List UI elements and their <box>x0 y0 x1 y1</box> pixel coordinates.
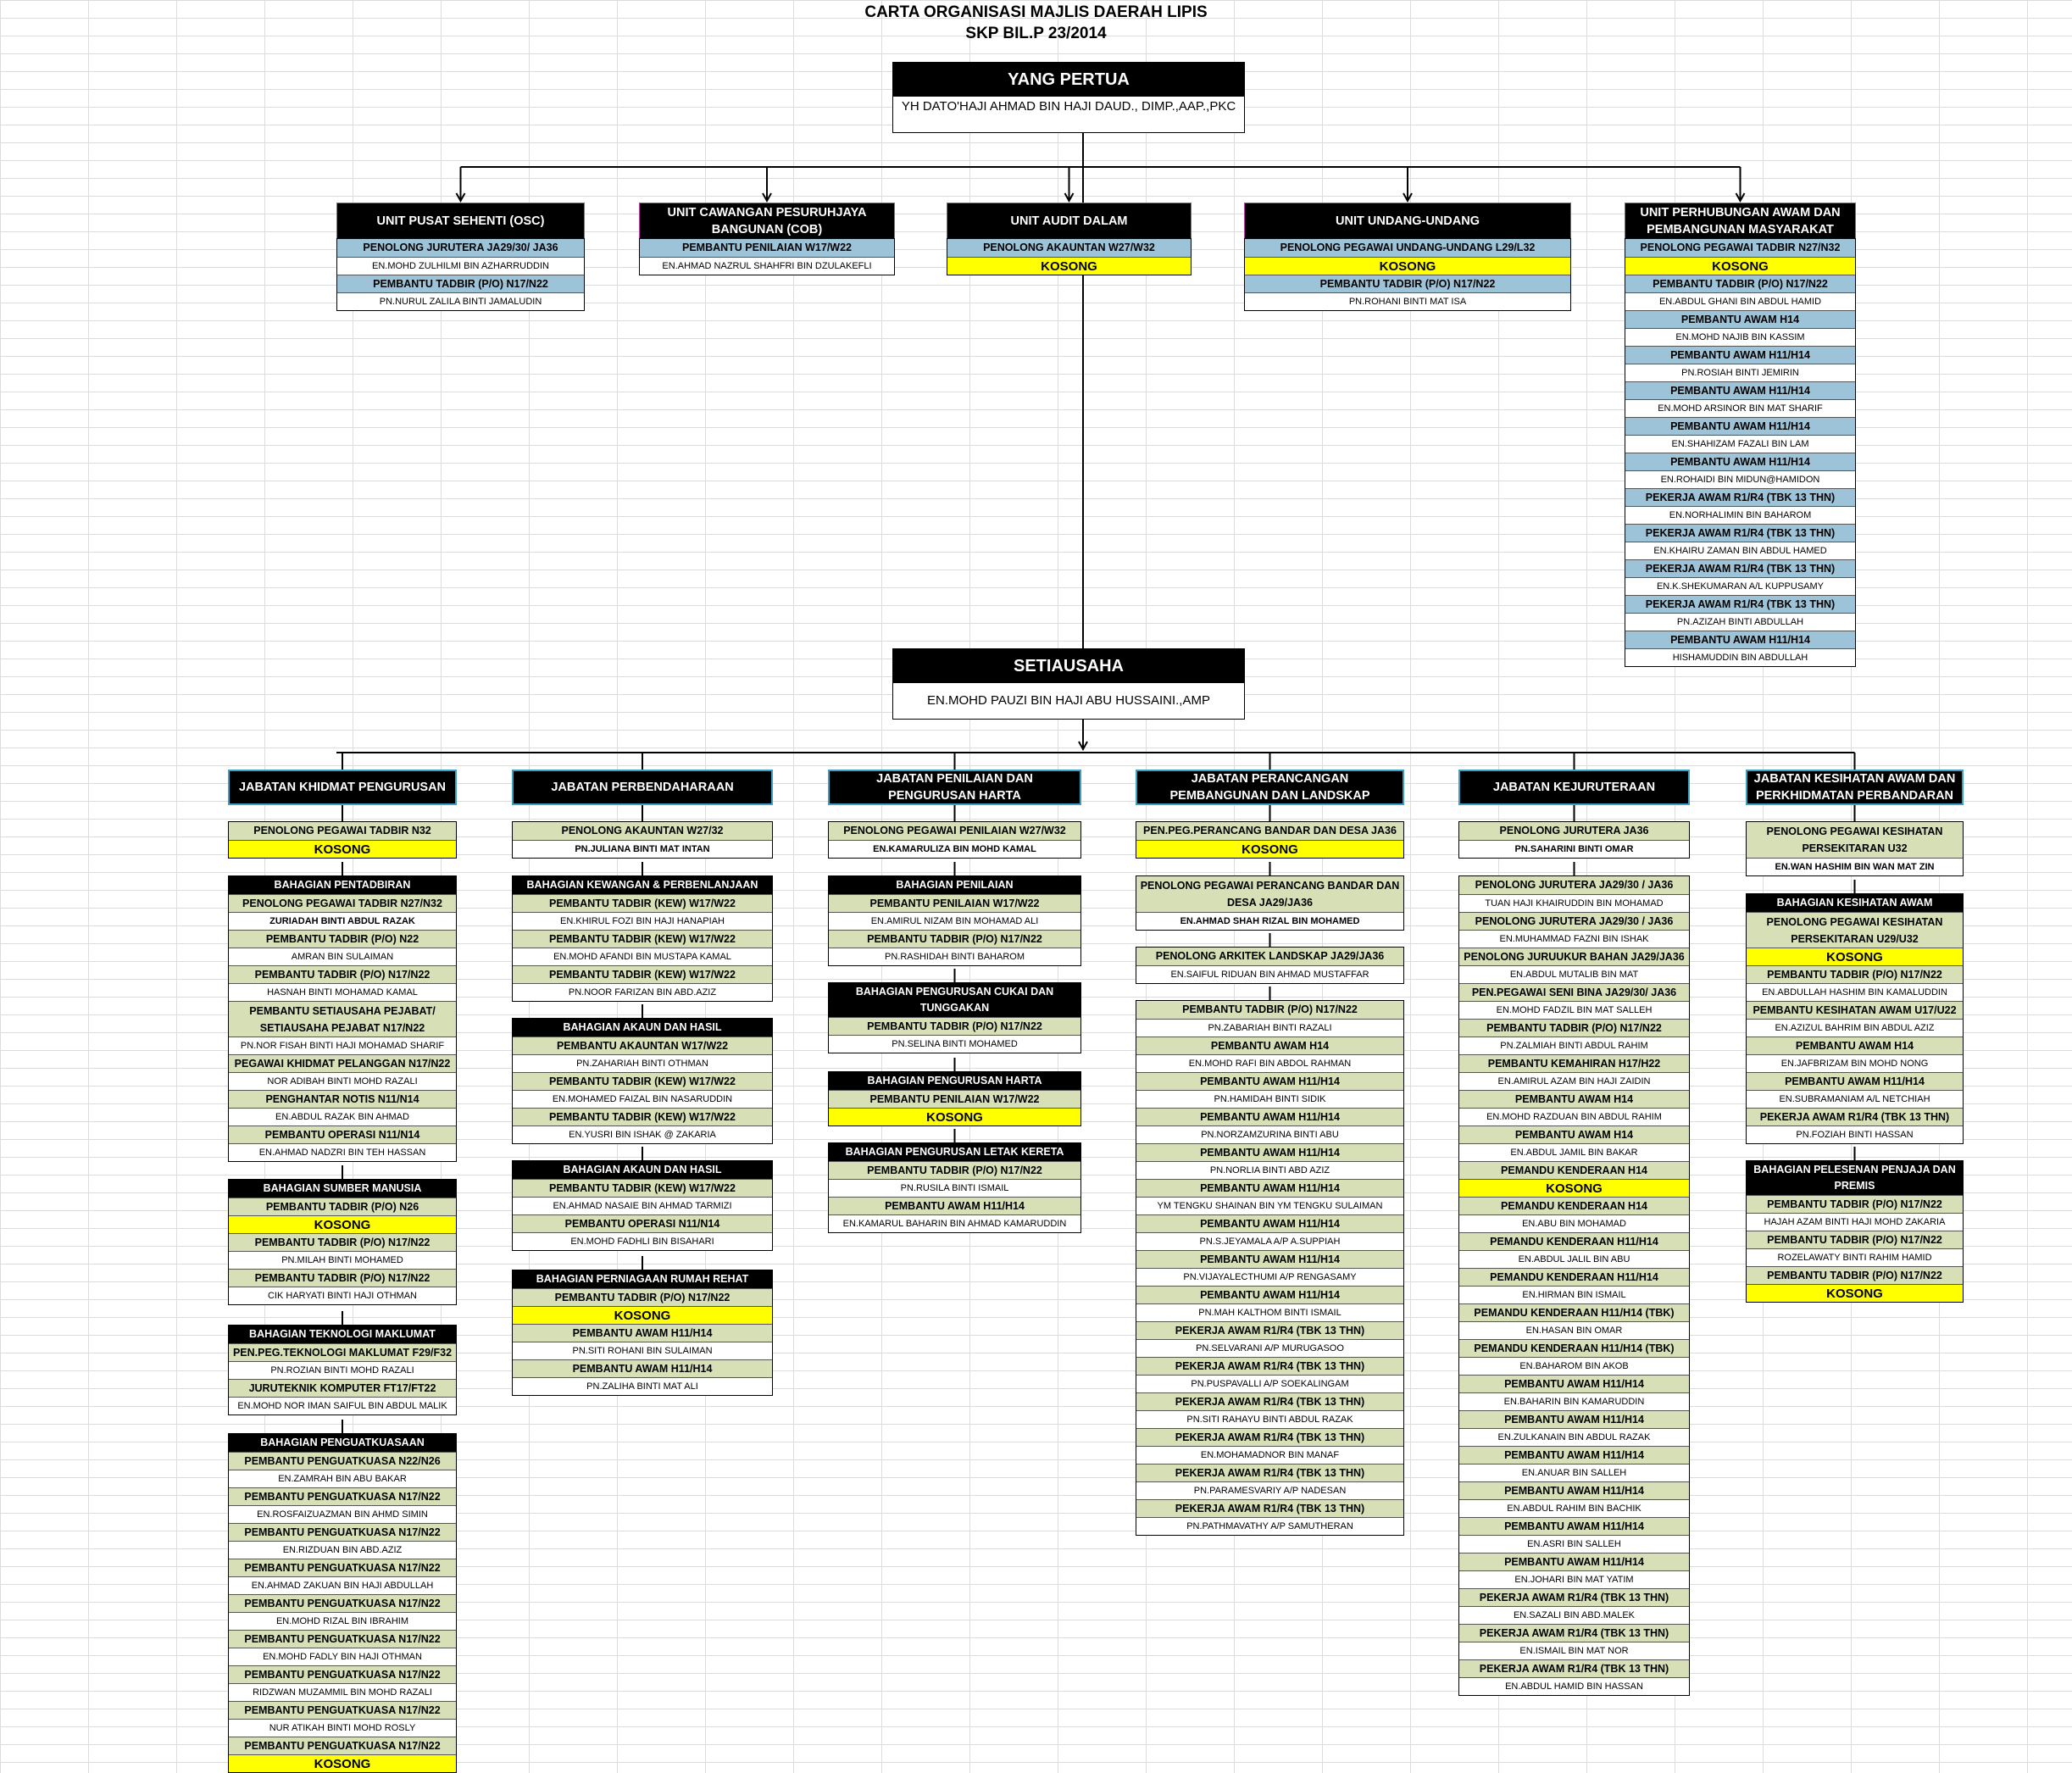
unit-header: UNIT AUDIT DALAM <box>947 203 1192 239</box>
section-table <box>828 1142 1081 1233</box>
staff-name: EN.MOHAMADNOR BIN MANAF <box>1136 1446 1403 1464</box>
section-table <box>1458 875 1690 1696</box>
position-title: PEMBANTU AWAM H11/H14 <box>1625 417 1855 435</box>
staff-name: PN.JULIANA BINTI MAT INTAN <box>513 840 772 858</box>
vacant-badge: KOSONG <box>829 1108 1080 1125</box>
vacant-badge: KOSONG <box>1136 840 1403 858</box>
position-title: PEMBANTU AWAM H11/H14 <box>1136 1108 1403 1125</box>
position-title: PENOLONG JURUTERA JA29/30/ JA36 <box>337 239 584 257</box>
section-table <box>228 875 457 1162</box>
section-header: BAHAGIAN PENGUATKUASAAN <box>229 1434 456 1452</box>
section-header: BAHAGIAN PENGURUSAN HARTA <box>829 1072 1080 1090</box>
unit-staff-table <box>639 238 895 275</box>
department-header: JABATAN KHIDMAT PENGURUSAN <box>228 770 457 805</box>
position-title: PEMBANTU TADBIR (P/O) N17/N22 <box>829 1161 1080 1179</box>
section-table <box>1746 893 1964 1144</box>
position-title: PENOLONG PEGAWAI TADBIR N32 <box>229 822 456 840</box>
position-title: PEMBANTU PENGUATKUASA N22/N26 <box>229 1452 456 1470</box>
position-title: PEKERJA AWAM R1/R4 (TBK 13 THN) <box>1459 1659 1689 1677</box>
staff-name: EN.MOHD RIZAL BIN IBRAHIM <box>229 1612 456 1630</box>
staff-name: PN.ZALMIAH BINTI ABDUL RAHIM <box>1459 1037 1689 1054</box>
unit-staff-table <box>336 238 585 311</box>
staff-name: EN.AHMAD NASAIE BIN AHMAD TARMIZI <box>513 1197 772 1214</box>
staff-name: PN.ROHANI BINTI MAT ISA <box>1245 292 1570 310</box>
position-title: PEMBANTU OPERASI N11/N14 <box>513 1214 772 1232</box>
position-title: PEN.PEG.TEKNOLOGI MAKLUMAT F29/F32 <box>229 1343 456 1361</box>
department-head-table <box>1746 821 1964 876</box>
staff-name: PN.SITI ROHANI BIN SULAIMAN <box>513 1342 772 1359</box>
position-title: PEMANDU KENDERAAN H11/H14 (TBK) <box>1459 1303 1689 1321</box>
staff-name: EN.KAMARUL BAHARIN BIN AHMAD KAMARUDDIN <box>829 1214 1080 1232</box>
staff-name: PN.VIJAYALECTHUMI A/P RENGASAMY <box>1136 1268 1403 1286</box>
vacant-badge: KOSONG <box>1747 948 1963 965</box>
position-title: PENOLONG PEGAWAI KESIHATAN PERSEKITARAN U29/U32 <box>1747 912 1963 948</box>
staff-name: PN.PATHMAVATHY A/P SAMUTHERAN <box>1136 1517 1403 1535</box>
staff-name: PN.ZABARIAH BINTI RAZALI <box>1136 1019 1403 1037</box>
staff-name: EN.ABDUL HAMID BIN HASSAN <box>1459 1677 1689 1695</box>
staff-name: PN.PUSPAVALLI A/P SOEKALINGAM <box>1136 1375 1403 1392</box>
position-title: PEMBANTU AWAM H11/H14 <box>1459 1553 1689 1570</box>
staff-name: NUR ATIKAH BINTI MOHD ROSLY <box>229 1719 456 1737</box>
staff-name: EN.ABDUL JAMIL BIN BAKAR <box>1459 1143 1689 1161</box>
position-title: PEMBANTU OPERASI N11/N14 <box>229 1125 456 1143</box>
staff-name: PN.MAH KALTHOM BINTI ISMAIL <box>1136 1303 1403 1321</box>
staff-name: PN.RUSILA BINTI ISMAIL <box>829 1179 1080 1197</box>
staff-name: PN.NURUL ZALILA BINTI JAMALUDIN <box>337 292 584 310</box>
staff-name: EN.AHMAD NAZRUL SHAHFRI BIN DZULAKEFLI <box>640 257 894 275</box>
unit-header: UNIT PUSAT SEHENTI (OSC) <box>336 203 585 239</box>
unit-header: UNIT PERHUBUNGAN AWAM DAN PEMBANGUNAN MASYARAKAT <box>1625 203 1856 239</box>
staff-name: RIDZWAN MUZAMMIL BIN MOHD RAZALI <box>229 1683 456 1701</box>
staff-name: EN.AHMAD SHAH RIZAL BIN MOHAMED <box>1136 912 1403 930</box>
position-title: PEMBANTU TADBIR (P/O) N17/N22 <box>829 1017 1080 1035</box>
position-title: PEKERJA AWAM R1/R4 (TBK 13 THN) <box>1747 1108 1963 1125</box>
staff-name: YM TENGKU SHAINAN BIN YM TENGKU SULAIMAN <box>1136 1197 1403 1214</box>
position-title: PEKERJA AWAM R1/R4 (TBK 13 THN) <box>1459 1624 1689 1642</box>
unit-staff-table <box>1625 238 1856 667</box>
position-title: PEMBANTU AWAM H14 <box>1747 1037 1963 1054</box>
section-table <box>1136 1000 1404 1536</box>
department-head-table <box>1458 821 1690 859</box>
position-title: PEMBANTU AWAM H11/H14 <box>1136 1250 1403 1268</box>
position-title: PEMBANTU PENGUATKUASA N17/N22 <box>229 1559 456 1576</box>
vacant-badge: KOSONG <box>513 1306 772 1324</box>
position-title: PEMBANTU AWAM H11/H14 <box>1136 1179 1403 1197</box>
position-title: PEMBANTU TADBIR (P/O) N17/N22 <box>1747 1195 1963 1213</box>
staff-name: EN.AHMAD ZAKUAN BIN HAJI ABDULLAH <box>229 1576 456 1594</box>
vacant-badge: KOSONG <box>1625 257 1855 275</box>
position-title: PENOLONG AKAUNTAN W27/W32 <box>947 239 1191 257</box>
staff-name: EN.SAIFUL RIDUAN BIN AHMAD MUSTAFFAR <box>1136 965 1403 983</box>
staff-name: EN.SUBRAMANIAM A/L NETCHIAH <box>1747 1090 1963 1108</box>
section-header: BAHAGIAN PENGURUSAN CUKAI DAN TUNGGAKAN <box>829 983 1080 1017</box>
position-title: PEMBANTU AWAM H14 <box>1625 310 1855 328</box>
staff-name: EN.MOHD RAFI BIN ABDOL RAHMAN <box>1136 1054 1403 1072</box>
position-title: PEMBANTU TADBIR (KEW) W17/W22 <box>513 930 772 948</box>
position-title: PEMBANTU AWAM H14 <box>1136 1037 1403 1054</box>
staff-name: HAJAH AZAM BINTI HAJI MOHD ZAKARIA <box>1747 1213 1963 1231</box>
staff-name: AMRAN BIN SULAIMAN <box>229 948 456 965</box>
position-title: PEMBANTU AWAM H11/H14 <box>513 1324 772 1342</box>
staff-name: PN.MILAH BINTI MOHAMED <box>229 1251 456 1269</box>
staff-name: EN.ROSFAIZUAZMAN BIN AHMD SIMIN <box>229 1505 456 1523</box>
position-title: PEMBANTU AWAM H11/H14 <box>1459 1375 1689 1392</box>
staff-name: EN.BAHAROM BIN AKOB <box>1459 1357 1689 1375</box>
department-head-table <box>828 821 1081 859</box>
position-title: PEMBANTU TADBIR (P/O) N17/N22 <box>229 965 456 983</box>
section-header: BAHAGIAN AKAUN DAN HASIL <box>513 1019 772 1037</box>
department-header: JABATAN KESIHATAN AWAM DAN PERKHIDMATAN PERBANDARAN <box>1746 770 1964 805</box>
position-title: PEMBANTU AWAM H11/H14 <box>1625 453 1855 470</box>
staff-name: EN.NORHALIMIN BIN BAHAROM <box>1625 506 1855 524</box>
section-header: BAHAGIAN TEKNOLOGI MAKLUMAT <box>229 1326 456 1343</box>
position-title: PENOLONG JURUTERA JA36 <box>1459 822 1689 840</box>
section-header: BAHAGIAN PELESENAN PENJAJA DAN PREMIS <box>1747 1161 1963 1195</box>
section-table <box>228 1325 457 1415</box>
unit-staff-table <box>1244 238 1571 311</box>
department-header: JABATAN PERBENDAHARAAN <box>512 770 773 805</box>
position-title: PEMBANTU PENGUATKUASA N17/N22 <box>229 1701 456 1719</box>
staff-name: PN.AZIZAH BINTI ABDULLAH <box>1625 613 1855 631</box>
staff-name: HISHAMUDDIN BIN ABDULLAH <box>1625 648 1855 666</box>
position-title: PEKERJA AWAM R1/R4 (TBK 13 THN) <box>1136 1357 1403 1375</box>
section-header: BAHAGIAN PERNIAGAAN RUMAH REHAT <box>513 1270 772 1288</box>
vacant-badge: KOSONG <box>1245 257 1570 275</box>
staff-name: CIK HARYATI BINTI HAJI OTHMAN <box>229 1287 456 1304</box>
section-table <box>512 1160 773 1251</box>
staff-name: EN.ISMAIL BIN MAT NOR <box>1459 1642 1689 1659</box>
position-title: PEMBANTU PENGUATKUASA N17/N22 <box>229 1737 456 1754</box>
position-title: PEGAWAI KHIDMAT PELANGGAN N17/N22 <box>229 1054 456 1072</box>
staff-name: EN.KAMARULIZA BIN MOHD KAMAL <box>829 840 1080 858</box>
vacant-badge: KOSONG <box>229 1754 456 1772</box>
vacant-badge: KOSONG <box>947 257 1191 275</box>
position-title: PENOLONG JURUTERA JA29/30 / JA36 <box>1459 876 1689 894</box>
position-title: PEMBANTU TADBIR (P/O) N17/N22 <box>1136 1001 1403 1019</box>
position-title: PEMANDU KENDERAAN H11/H14 (TBK) <box>1459 1339 1689 1357</box>
department-header: JABATAN PENILAIAN DAN PENGURUSAN HARTA <box>828 770 1081 805</box>
staff-name: PN.NORZAMZURINA BINTI ABU <box>1136 1125 1403 1143</box>
staff-name: EN.ABU BIN MOHAMAD <box>1459 1214 1689 1232</box>
position-title: PEMBANTU TADBIR (P/O) N17/N22 <box>1625 275 1855 292</box>
position-title: PENOLONG PEGAWAI TADBIR N27/N32 <box>1625 239 1855 257</box>
staff-name: PN.SELVARANI A/P MURUGASOO <box>1136 1339 1403 1357</box>
yang-pertua-name: YH DATO'HAJI AHMAD BIN HAJI DAUD., DIMP.,AAP.,PKC <box>901 99 1236 114</box>
position-title: PEMBANTU AWAM H11/H14 <box>513 1359 772 1377</box>
staff-name: EN.ASRI BIN SALLEH <box>1459 1535 1689 1553</box>
staff-name: PN.RASHIDAH BINTI BAHAROM <box>829 948 1080 965</box>
staff-name: EN.MOHD ZULHILMI BIN AZHARRUDDIN <box>337 257 584 275</box>
staff-name: EN.MOHD RAZDUAN BIN ABDUL RAHIM <box>1459 1108 1689 1125</box>
staff-name: EN.HIRMAN BIN ISMAIL <box>1459 1286 1689 1303</box>
section-table <box>228 1433 457 1773</box>
department-head-table <box>512 821 773 859</box>
position-title: PEMBANTU PENGUATKUASA N17/N22 <box>229 1523 456 1541</box>
position-title: PEMBANTU AKAUNTAN W17/W22 <box>513 1037 772 1054</box>
position-title: PEMBANTU TADBIR (P/O) N26 <box>229 1198 456 1215</box>
position-title: PEMBANTU PENILAIAN W17/W22 <box>829 894 1080 912</box>
staff-name: PN.NOR FISAH BINTI HAJI MOHAMAD SHARIF <box>229 1037 456 1054</box>
unit-staff-table <box>947 238 1192 275</box>
setiausaha-box <box>892 648 1245 720</box>
unit-header: UNIT UNDANG-UNDANG <box>1244 203 1571 239</box>
staff-name: PN.SELINA BINTI MOHAMED <box>829 1035 1080 1053</box>
position-title: PEKERJA AWAM R1/R4 (TBK 13 THN) <box>1136 1321 1403 1339</box>
position-title: PEMBANTU PENGUATKUASA N17/N22 <box>229 1594 456 1612</box>
staff-name: PN.PARAMESVARIY A/P NADESAN <box>1136 1481 1403 1499</box>
position-title: PEMBANTU SETIAUSAHA PEJABAT/ SETIAUSAHA PEJABAT N17/N22 <box>229 1001 456 1037</box>
position-title: PEKERJA AWAM R1/R4 (TBK 13 THN) <box>1136 1392 1403 1410</box>
vacant-badge: KOSONG <box>1459 1179 1689 1197</box>
section-table <box>512 1018 773 1144</box>
vacant-badge: KOSONG <box>1747 1284 1963 1302</box>
position-title: PEMBANTU TADBIR (P/O) N17/N22 <box>1747 1231 1963 1248</box>
position-title: PEMBANTU TADBIR (P/O) N17/N22 <box>1747 1266 1963 1284</box>
position-title: PEKERJA AWAM R1/R4 (TBK 13 THN) <box>1136 1499 1403 1517</box>
staff-name: EN.AHMAD NADZRI BIN TEH HASSAN <box>229 1143 456 1161</box>
staff-name: EN.MOHD FADZIL BIN MAT SALLEH <box>1459 1001 1689 1019</box>
department-head-table <box>228 821 457 859</box>
position-title: PEMBANTU AWAM H11/H14 <box>1625 631 1855 648</box>
staff-name: ROZELAWATY BINTI RAHIM HAMID <box>1747 1248 1963 1266</box>
staff-name: EN.K.SHEKUMARAN A/L KUPPUSAMY <box>1625 577 1855 595</box>
position-title: PEMANDU KENDERAAN H11/H14 <box>1459 1268 1689 1286</box>
staff-name: PN.ZALIHA BINTI MAT ALI <box>513 1377 772 1395</box>
staff-name: EN.AZIZUL BAHRIM BIN ABDUL AZIZ <box>1747 1019 1963 1037</box>
position-title: PENGHANTAR NOTIS N11/N14 <box>229 1090 456 1108</box>
position-title: PENOLONG JURUUKUR BAHAN JA29/JA36 <box>1459 948 1689 965</box>
setiausaha-title: SETIAUSAHA <box>893 649 1244 683</box>
staff-name: EN.MOHD NOR IMAN SAIFUL BIN ABDUL MALIK <box>229 1397 456 1415</box>
yang-pertua-title: YANG PERTUA <box>893 63 1244 97</box>
staff-name: EN.ABDUL GHANI BIN ABDUL HAMID <box>1625 292 1855 310</box>
staff-name: PN.SITI RAHAYU BINTI ABDUL RAZAK <box>1136 1410 1403 1428</box>
staff-name: PN.NORLIA BINTI ABD AZIZ <box>1136 1161 1403 1179</box>
staff-name: PN.NOOR FARIZAN BIN ABD.AZIZ <box>513 983 772 1001</box>
section-header: BAHAGIAN SUMBER MANUSIA <box>229 1180 456 1198</box>
staff-name: EN.AMIRUL AZAM BIN HAJI ZAIDIN <box>1459 1072 1689 1090</box>
position-title: PEKERJA AWAM R1/R4 (TBK 13 THN) <box>1625 595 1855 613</box>
staff-name: EN.WAN HASHIM BIN WAN MAT ZIN <box>1747 858 1963 875</box>
position-title: PEMBANTU AWAM H11/H14 <box>1625 381 1855 399</box>
position-title: PEMBANTU TADBIR (P/O) N17/N22 <box>229 1233 456 1251</box>
section-header: BAHAGIAN PENTADBIRAN <box>229 876 456 894</box>
staff-name: EN.MUHAMMAD FAZNI BIN ISHAK <box>1459 930 1689 948</box>
section-table <box>512 1270 773 1396</box>
position-title: PENOLONG PEGAWAI PENILAIAN W27/W32 <box>829 822 1080 840</box>
yang-pertua-box <box>892 62 1245 133</box>
position-title: PENOLONG ARKITEK LANDSKAP JA29/JA36 <box>1136 948 1403 965</box>
section-table <box>828 1071 1081 1126</box>
setiausaha-name: EN.MOHD PAUZI BIN HAJI ABU HUSSAINI.,AMP <box>927 693 1210 708</box>
section-table <box>828 875 1081 966</box>
staff-name: TUAN HAJI KHAIRUDDIN BIN MOHAMAD <box>1459 894 1689 912</box>
position-title: PEN.PEGAWAI SENI BINA JA29/30/ JA36 <box>1459 983 1689 1001</box>
staff-name: PN.HAMIDAH BINTI SIDIK <box>1136 1090 1403 1108</box>
staff-name: NOR ADIBAH BINTI MOHD RAZALI <box>229 1072 456 1090</box>
position-title: PEMBANTU AWAM H11/H14 <box>1136 1286 1403 1303</box>
staff-name: EN.ABDUL MUTALIB BIN MAT <box>1459 965 1689 983</box>
position-title: PEKERJA AWAM R1/R4 (TBK 13 THN) <box>1136 1464 1403 1481</box>
staff-name: EN.ZULKANAIN BIN ABDUL RAZAK <box>1459 1428 1689 1446</box>
chart-title-line-1: CARTA ORGANISASI MAJLIS DAERAH LIPIS <box>864 3 1208 21</box>
position-title: PEMBANTU AWAM H14 <box>1459 1125 1689 1143</box>
position-title: PEMBANTU AWAM H11/H14 <box>1459 1517 1689 1535</box>
staff-name: PN.ROSIAH BINTI JEMIRIN <box>1625 364 1855 381</box>
position-title: PEKERJA AWAM R1/R4 (TBK 13 THN) <box>1459 1588 1689 1606</box>
position-title: PEMBANTU TADBIR (P/O) N17/N22 <box>337 275 584 292</box>
position-title: PEKERJA AWAM R1/R4 (TBK 13 THN) <box>1625 524 1855 542</box>
position-title: PEMANDU KENDERAAN H14 <box>1459 1197 1689 1214</box>
position-title: PEMBANTU TADBIR (KEW) W17/W22 <box>513 1108 772 1125</box>
section-table <box>828 982 1081 1053</box>
position-title: PEMANDU KENDERAAN H14 <box>1459 1161 1689 1179</box>
position-title: PEMBANTU PENGUATKUASA N17/N22 <box>229 1630 456 1648</box>
staff-name: EN.BAHARIN BIN KAMARUDDIN <box>1459 1392 1689 1410</box>
staff-name: EN.MOHD NAJIB BIN KASSIM <box>1625 328 1855 346</box>
staff-name: HASNAH BINTI MOHAMAD KAMAL <box>229 983 456 1001</box>
staff-name: PN.FOZIAH BINTI HASSAN <box>1747 1125 1963 1143</box>
position-title: PEMBANTU PENILAIAN W17/W22 <box>829 1090 1080 1108</box>
staff-name: EN.SAZALI BIN ABD.MALEK <box>1459 1606 1689 1624</box>
position-title: PEN.PEG.PERANCANG BANDAR DAN DESA JA36 <box>1136 822 1403 840</box>
position-title: PEMBANTU TADBIR (P/O) N17/N22 <box>513 1288 772 1306</box>
position-title: PENOLONG PEGAWAI TADBIR N27/N32 <box>229 894 456 912</box>
section-table <box>1136 947 1404 984</box>
section-header: BAHAGIAN KEWANGAN & PERBENLANJAAN <box>513 876 772 894</box>
position-title: PENOLONG JURUTERA JA29/30 / JA36 <box>1459 912 1689 930</box>
department-header: JABATAN KEJURUTERAAN <box>1458 770 1690 805</box>
staff-name: PN.ZAHARIAH BINTI OTHMAN <box>513 1054 772 1072</box>
staff-name: EN.ZAMRAH BIN ABU BAKAR <box>229 1470 456 1487</box>
position-title: PEMBANTU TADBIR (KEW) W17/W22 <box>513 1072 772 1090</box>
position-title: PEMBANTU TADBIR (KEW) W17/W22 <box>513 965 772 983</box>
position-title: PEMBANTU TADBIR (P/O) N17/N22 <box>1747 965 1963 983</box>
position-title: PEMANDU KENDERAAN H11/H14 <box>1459 1232 1689 1250</box>
section-table <box>228 1179 457 1305</box>
staff-name: EN.MOHAMED FAIZAL BIN NASARUDDIN <box>513 1090 772 1108</box>
section-table <box>1746 1160 1964 1303</box>
staff-name: EN.HASAN BIN OMAR <box>1459 1321 1689 1339</box>
position-title: PEKERJA AWAM R1/R4 (TBK 13 THN) <box>1625 488 1855 506</box>
position-title: PENOLONG PEGAWAI PERANCANG BANDAR DAN DESA JA29/JA36 <box>1136 876 1403 912</box>
position-title: PEMBANTU AWAM H11/H14 <box>1747 1072 1963 1090</box>
section-table <box>512 875 773 1002</box>
position-title: PEMBANTU TADBIR (P/O) N17/N22 <box>1459 1019 1689 1037</box>
position-title: PEMBANTU AWAM H11/H14 <box>1625 346 1855 364</box>
position-title: PEMBANTU AWAM H11/H14 <box>1459 1410 1689 1428</box>
position-title: PEMBANTU AWAM H14 <box>1459 1090 1689 1108</box>
staff-name: ZURIADAH BINTI ABDUL RAZAK <box>229 912 456 930</box>
position-title: PEMBANTU TADBIR (KEW) W17/W22 <box>513 894 772 912</box>
staff-name: EN.ABDUL JALIL BIN ABU <box>1459 1250 1689 1268</box>
staff-name: EN.MOHD FADHLI BIN BISAHARI <box>513 1232 772 1250</box>
unit-header: UNIT CAWANGAN PESURUHJAYA BANGUNAN (COB) <box>639 203 895 239</box>
department-head-table <box>1136 821 1404 859</box>
staff-name: EN.MOHD FADLY BIN HAJI OTHMAN <box>229 1648 456 1665</box>
staff-name: EN.SHAHIZAM FAZALI BIN LAM <box>1625 435 1855 453</box>
staff-name: EN.JOHARI BIN MAT YATIM <box>1459 1570 1689 1588</box>
section-header: BAHAGIAN AKAUN DAN HASIL <box>513 1161 772 1179</box>
position-title: PEMBANTU KESIHATAN AWAM U17/U22 <box>1747 1001 1963 1019</box>
position-title: PENOLONG AKAUNTAN W27/32 <box>513 822 772 840</box>
position-title: PEMBANTU PENGUATKUASA N17/N22 <box>229 1487 456 1505</box>
staff-name: EN.AMIRUL NIZAM BIN MOHAMAD ALI <box>829 912 1080 930</box>
staff-name: EN.YUSRI BIN ISHAK @ ZAKARIA <box>513 1125 772 1143</box>
staff-name: EN.MOHD ARSINOR BIN MAT SHARIF <box>1625 399 1855 417</box>
chart-title-line-2: SKP BIL.P 23/2014 <box>965 25 1107 42</box>
position-title: PEMBANTU TADBIR (P/O) N22 <box>229 930 456 948</box>
position-title: PEMBANTU AWAM H11/H14 <box>1459 1481 1689 1499</box>
position-title: PEKERJA AWAM R1/R4 (TBK 13 THN) <box>1136 1428 1403 1446</box>
position-title: PEMBANTU PENILAIAN W17/W22 <box>640 239 894 257</box>
staff-name: EN.KHAIRU ZAMAN BIN ABDUL HAMED <box>1625 542 1855 559</box>
staff-name: PN.ROZIAN BINTI MOHD RAZALI <box>229 1361 456 1379</box>
position-title: PENOLONG PEGAWAI UNDANG-UNDANG L29/L32 <box>1245 239 1570 257</box>
position-title: PEMBANTU TADBIR (KEW) W17/W22 <box>513 1179 772 1197</box>
staff-name: EN.JAFBRIZAM BIN MOHD NONG <box>1747 1054 1963 1072</box>
position-title: JURUTEKNIK KOMPUTER FT17/FT22 <box>229 1379 456 1397</box>
staff-name: EN.ABDUL RAZAK BIN AHMAD <box>229 1108 456 1125</box>
position-title: PEMBANTU KEMAHIRAN H17/H22 <box>1459 1054 1689 1072</box>
position-title: PEMBANTU AWAM H11/H14 <box>1136 1214 1403 1232</box>
section-header: BAHAGIAN KESIHATAN AWAM <box>1747 894 1963 912</box>
position-title: PEMBANTU AWAM H11/H14 <box>829 1197 1080 1214</box>
vacant-badge: KOSONG <box>229 1215 456 1233</box>
staff-name: EN.MOHD AFANDI BIN MUSTAPA KAMAL <box>513 948 772 965</box>
position-title: PEKERJA AWAM R1/R4 (TBK 13 THN) <box>1625 559 1855 577</box>
staff-name: EN.ABDULLAH HASHIM BIN KAMALUDDIN <box>1747 983 1963 1001</box>
staff-name: EN.ROHAIDI BIN MIDUN@HAMIDON <box>1625 470 1855 488</box>
position-title: PEMBANTU AWAM H11/H14 <box>1459 1446 1689 1464</box>
vacant-badge: KOSONG <box>229 840 456 858</box>
position-title: PEMBANTU AWAM H11/H14 <box>1136 1143 1403 1161</box>
staff-name: EN.KHIRUL FOZI BIN HAJI HANAPIAH <box>513 912 772 930</box>
staff-name: EN.ANUAR BIN SALLEH <box>1459 1464 1689 1481</box>
staff-name: PN.SAHARINI BINTI OMAR <box>1459 840 1689 858</box>
section-header: BAHAGIAN PENGURUSAN LETAK KERETA <box>829 1143 1080 1161</box>
staff-name: EN.RIZDUAN BIN ABD.AZIZ <box>229 1541 456 1559</box>
position-title: PEMBANTU TADBIR (P/O) N17/N22 <box>1245 275 1570 292</box>
position-title: PEMBANTU PENGUATKUASA N17/N22 <box>229 1665 456 1683</box>
staff-name: PN.S.JEYAMALA A/P A.SUPPIAH <box>1136 1232 1403 1250</box>
staff-name: EN.ABDUL RAHIM BIN BACHIK <box>1459 1499 1689 1517</box>
position-title: PEMBANTU TADBIR (P/O) N17/N22 <box>229 1269 456 1287</box>
section-table <box>1136 875 1404 931</box>
position-title: PEMBANTU TADBIR (P/O) N17/N22 <box>829 930 1080 948</box>
section-header: BAHAGIAN PENILAIAN <box>829 876 1080 894</box>
position-title: PEMBANTU AWAM H11/H14 <box>1136 1072 1403 1090</box>
position-title: PENOLONG PEGAWAI KESIHATAN PERSEKITARAN U32 <box>1747 822 1963 858</box>
department-header: JABATAN PERANCANGAN PEMBANGUNAN DAN LANDSKAP <box>1136 770 1404 805</box>
